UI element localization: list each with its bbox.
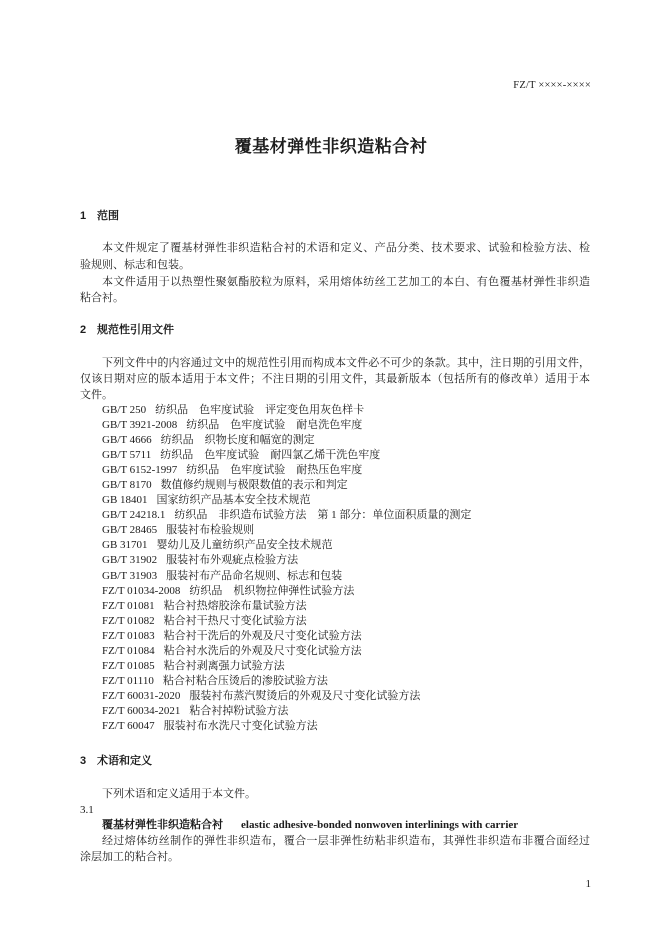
term-entry — [102, 817, 518, 833]
reference-item — [102, 403, 590, 418]
reference-item — [102, 448, 590, 463]
section-number: 1 — [80, 210, 87, 222]
reference-code: FZ/T 01084 — [102, 645, 155, 657]
document-code: FZ/T ××××-×××× — [513, 80, 591, 91]
reference-item — [102, 719, 590, 734]
reference-item — [102, 599, 590, 614]
reference-item — [102, 418, 590, 433]
scope-paragraph-1 — [80, 240, 590, 273]
reference-item — [102, 538, 590, 553]
reference-code: GB/T 31902 — [102, 554, 158, 567]
section-title: 术语和定义 — [97, 755, 152, 767]
reference-list — [102, 403, 590, 735]
section-number: 3 — [80, 755, 87, 767]
section-title: 规范性引用文件 — [97, 324, 174, 336]
term-number: 3.1 — [80, 804, 94, 816]
reference-item — [102, 644, 590, 659]
reference-code: GB/T 8170 — [102, 478, 152, 491]
reference-title: 纺织品 色牢度试验 耐四氯乙烯干洗色牢度 — [160, 448, 381, 461]
reference-item — [102, 433, 590, 448]
reference-item — [102, 463, 590, 478]
reference-title: 服装衬布外观疵点检验方法 — [166, 554, 299, 567]
reference-title: 服装衬布产品命名规则、标志和包装 — [166, 569, 343, 582]
reference-code: GB/T 5711 — [102, 448, 152, 461]
reference-title: 粘合衬剥离强力试验方法 — [163, 660, 285, 673]
reference-code: FZ/T 60047 — [102, 720, 155, 733]
reference-title: 粘合衬热熔胶涂布量试验方法 — [163, 599, 307, 612]
reference-item — [102, 614, 590, 629]
section-3-heading — [80, 753, 152, 769]
paragraph-line: 下列文件中的内容通过文中的规范性引用而构成本文件必不可少的条款。其中，注日期的引用文件， — [102, 357, 590, 369]
paragraph-line: 验规则、标志和包装。 — [80, 258, 190, 271]
term-definition — [80, 833, 590, 865]
reference-title: 国家纺织产品基本安全技术规范 — [156, 494, 311, 507]
terms-intro: 下列术语和定义适用于本文件。 — [102, 788, 256, 800]
reference-code: GB/T 3921-2008 — [102, 418, 178, 431]
paragraph-line: 仅该日期对应的版本适用于本文件；不注日期的引用文件，其最新版本（包括所有的修改单）适用于本 — [80, 373, 590, 385]
reference-code: GB 31701 — [102, 539, 148, 552]
reference-code: GB/T 4666 — [102, 433, 152, 446]
reference-item — [102, 704, 590, 719]
reference-item — [102, 569, 590, 584]
reference-title: 纺织品 色牢度试验 评定变色用灰色样卡 — [155, 403, 365, 416]
paragraph-line: 涂层加工的粘合衬。 — [80, 851, 179, 863]
section-number: 2 — [80, 324, 87, 336]
reference-title: 服装衬布水洗尺寸变化试验方法 — [163, 720, 318, 733]
reference-title: 粘合衬粘合压烫后的渗胶试验方法 — [162, 675, 328, 688]
term-chinese: 覆基材弹性非织造粘合衬 — [102, 819, 223, 831]
reference-title: 纺织品 机织物拉伸弹性试验方法 — [189, 584, 355, 597]
reference-code: GB/T 250 — [102, 403, 147, 416]
reference-code: GB 18401 — [102, 494, 148, 507]
reference-title: 婴幼儿及儿童纺织产品安全技术规范 — [156, 539, 333, 552]
reference-code: GB/T 28465 — [102, 524, 158, 537]
reference-title: 纺织品 色牢度试验 耐皂洗色牢度 — [186, 418, 363, 431]
reference-code: FZ/T 01085 — [102, 660, 155, 673]
reference-title: 粘合衬干热尺寸变化试验方法 — [163, 614, 307, 627]
reference-code: FZ/T 01082 — [102, 614, 155, 627]
reference-item — [102, 493, 590, 508]
term-english: elastic adhesive-bonded nonwoven interlinings with carrier — [241, 819, 519, 831]
paragraph-line: 本文件适用于以热塑性聚氨酯胶粒为原料，采用熔体纺丝工艺加工的本白、有色覆基材弹性非织造 — [102, 276, 590, 288]
section-title: 范围 — [97, 210, 119, 222]
section-2-heading — [80, 322, 174, 338]
document-title: 覆基材弹性非织造粘合衬 — [234, 137, 428, 156]
reference-code: GB/T 24218.1 — [102, 509, 166, 522]
section-1-heading — [80, 208, 119, 224]
reference-code: GB/T 6152-1997 — [102, 463, 178, 476]
reference-title: 纺织品 色牢度试验 耐热压色牢度 — [186, 463, 363, 476]
reference-item — [102, 553, 590, 568]
reference-item — [102, 508, 590, 523]
paragraph-line: 本文件规定了覆基材弹性非织造粘合衬的术语和定义、产品分类、技术要求、试验和检验方法、检 — [102, 242, 590, 254]
reference-title: 服装衬布检验规则 — [166, 524, 255, 537]
reference-title: 数值修约规则与极限数值的表示和判定 — [160, 478, 348, 491]
references-intro — [80, 355, 590, 403]
reference-item — [102, 674, 590, 689]
reference-item — [102, 629, 590, 644]
reference-code: FZ/T 01110 — [102, 675, 154, 688]
reference-title: 粘合衬水洗后的外观及尺寸变化试验方法 — [163, 645, 362, 657]
paragraph-line: 经过熔体纺丝制作的弹性非织造布，覆合一层非弹性纺粘非织造布，其弹性非织造布非覆合面经过 — [102, 835, 590, 847]
page-number: 1 — [585, 878, 591, 890]
reference-title: 粘合衬干洗后的外观及尺寸变化试验方法 — [163, 629, 362, 642]
reference-title: 粘合衬掉粉试验方法 — [189, 705, 289, 718]
reference-item — [102, 523, 590, 538]
reference-code: FZ/T 01034-2008 — [102, 584, 181, 597]
reference-item — [102, 689, 590, 704]
reference-code: FZ/T 60034-2021 — [102, 705, 181, 718]
reference-code: GB/T 31903 — [102, 569, 158, 582]
reference-code: FZ/T 60031-2020 — [102, 690, 181, 703]
paragraph-line: 粘合衬。 — [80, 292, 124, 304]
reference-title: 服装衬布蒸汽熨烫后的外观及尺寸变化试验方法 — [189, 690, 421, 703]
reference-code: FZ/T 01081 — [102, 599, 155, 612]
reference-item — [102, 478, 590, 493]
reference-item — [102, 584, 590, 599]
reference-title: 纺织品 非织造布试验方法 第 1 部分：单位面积质量的测定 — [174, 509, 472, 522]
reference-item — [102, 659, 590, 674]
scope-paragraph-2 — [80, 274, 590, 306]
reference-code: FZ/T 01083 — [102, 629, 155, 642]
paragraph-line: 文件。 — [80, 389, 113, 401]
reference-title: 纺织品 织物长度和幅宽的测定 — [160, 433, 315, 446]
